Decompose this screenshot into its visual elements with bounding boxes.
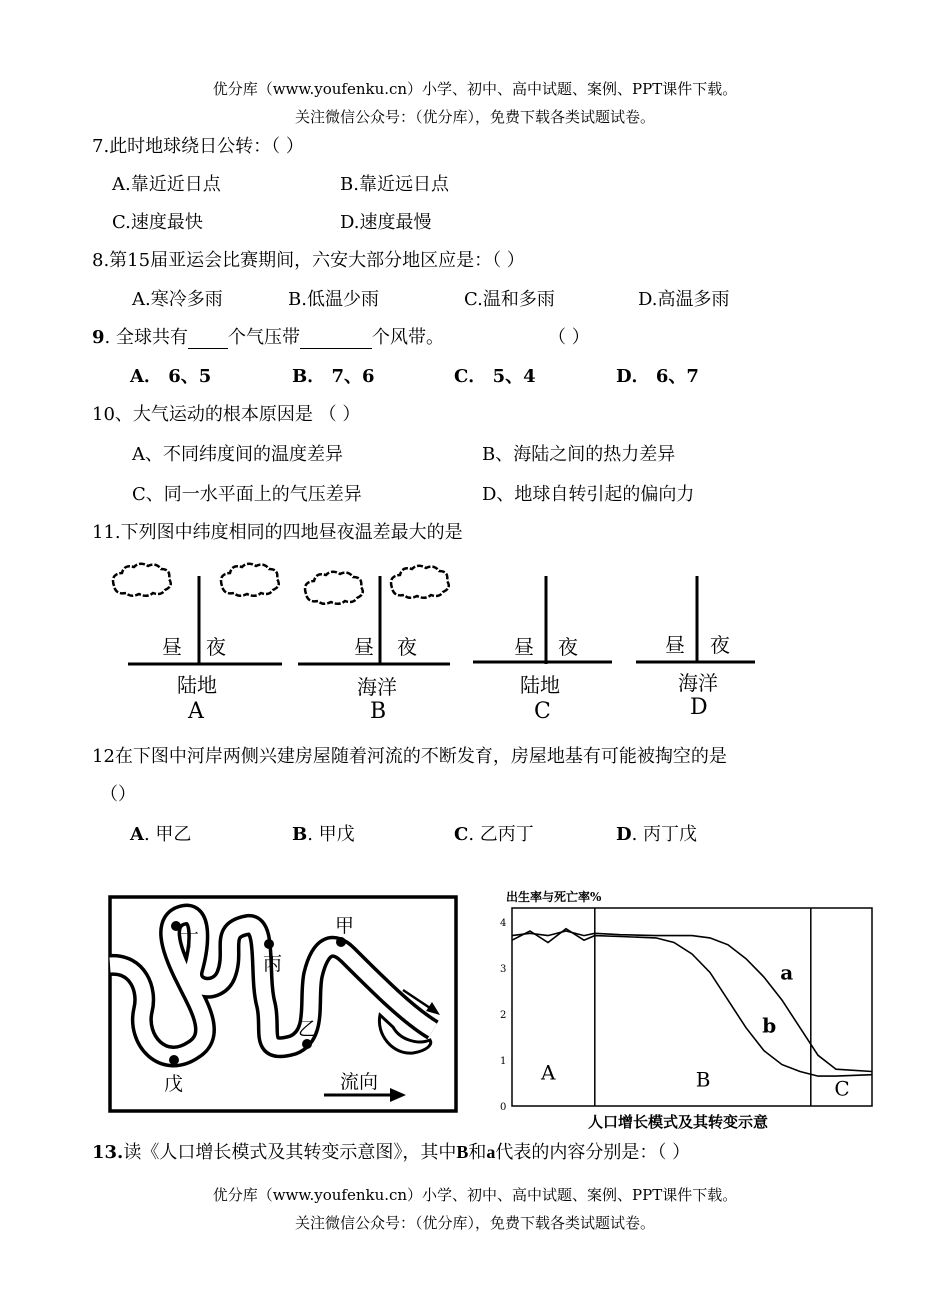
q9-blank-2 bbox=[300, 327, 372, 349]
map-label-yi: 乙 bbox=[298, 1018, 318, 1040]
q12-option-b-letter: B bbox=[292, 824, 308, 845]
map-label-jia: 甲 bbox=[335, 915, 355, 937]
stage-label: C bbox=[834, 1076, 850, 1101]
panel-a-day: 昼 bbox=[162, 635, 182, 659]
cloud-icon bbox=[305, 572, 363, 604]
q13-a-letter: a bbox=[486, 1142, 496, 1162]
panel-c-surface: 陆地 bbox=[520, 673, 560, 697]
q8-option-c: C.温和多雨 bbox=[464, 289, 555, 310]
q9-paren: （ ） bbox=[548, 327, 590, 348]
series-line-a bbox=[512, 931, 872, 1072]
q9-number: 9 bbox=[92, 327, 105, 348]
q8-stem: 8.第15届亚运会比赛期间，六安大部分地区应是：（ ） bbox=[92, 250, 525, 271]
cloud-icon bbox=[391, 566, 449, 598]
q9-option-c: C． 5、4 bbox=[454, 366, 536, 387]
q13-b-letter: B bbox=[456, 1142, 469, 1162]
panel-c-day: 昼 bbox=[514, 635, 534, 659]
q7-option-d: D.速度最慢 bbox=[340, 212, 432, 233]
q10-option-d: D、地球自转引起的偏向力 bbox=[482, 484, 695, 505]
map-label-wu: 戊 bbox=[164, 1073, 184, 1095]
q10-stem: 10、大气运动的根本原因是 （ ） bbox=[92, 404, 361, 425]
q12-stem: 12在下图中河岸两侧兴建房屋随着河流的不断发育，房屋地基有可能被掏空的是 bbox=[92, 746, 727, 767]
q8-option-d: D.高温多雨 bbox=[638, 289, 730, 310]
q9-part1: . 全球共有 bbox=[104, 327, 188, 348]
panel-b-surface: 海洋 bbox=[357, 675, 397, 699]
q12-option-d-letter: D bbox=[616, 824, 632, 845]
y-tick-label: 4 bbox=[500, 917, 507, 929]
q7-option-a: A.靠近近日点 bbox=[112, 174, 221, 195]
panel-a-surface: 陆地 bbox=[177, 673, 217, 697]
chart-ylabel: 出生率与死亡率% bbox=[506, 890, 602, 904]
cloud-icon bbox=[221, 564, 279, 596]
q9-blank-1 bbox=[188, 327, 228, 349]
q13-part3: 代表的内容分别是：（ ） bbox=[495, 1142, 691, 1163]
q7-stem: 7.此时地球绕日公转：（ ） bbox=[92, 136, 304, 157]
q9-option-a: A． 6、5 bbox=[130, 366, 212, 387]
header-line-1: 优分库（www.youfenku.cn）小学、初中、高中试题、案例、PPT课件下载。 bbox=[212, 80, 738, 98]
q12-option-a-text: . 甲乙 bbox=[143, 824, 192, 845]
figure-panel-b bbox=[298, 566, 450, 724]
river-meander-map bbox=[108, 895, 460, 1115]
q9-part3: 个风带。 bbox=[371, 327, 444, 348]
q12-paren: （） bbox=[100, 784, 136, 805]
day-night-figure bbox=[100, 556, 770, 726]
map-flow-label: 流向 bbox=[340, 1071, 379, 1093]
panel-b-letter: B bbox=[370, 699, 387, 724]
header-line-2: 关注微信公众号：（优分库），免费下载各类试题试卷。 bbox=[294, 108, 655, 126]
panel-d-letter: D bbox=[690, 695, 708, 720]
footer-line-2: 关注微信公众号：（优分库），免费下载各类试题试卷。 bbox=[294, 1214, 655, 1232]
q12-option-a-letter: A bbox=[130, 824, 144, 845]
figure-panel-d bbox=[636, 576, 755, 720]
q7-option-c: C.速度最快 bbox=[112, 212, 203, 233]
q10-option-a: A、不同纬度间的温度差异 bbox=[132, 444, 343, 465]
map-label-bing: 丙 bbox=[263, 953, 283, 975]
y-tick-label: 2 bbox=[500, 1009, 507, 1021]
y-tick-label: 1 bbox=[500, 1055, 507, 1067]
q12-option-a bbox=[130, 820, 191, 846]
figure-panel-c bbox=[473, 576, 612, 724]
q9-option-d: D． 6、7 bbox=[616, 366, 699, 387]
panel-a-letter: A bbox=[188, 699, 204, 724]
q12-option-b bbox=[292, 820, 355, 846]
q13-number: 13. bbox=[92, 1142, 124, 1163]
chart-title: 人口增长模式及其转变示意 bbox=[588, 1113, 769, 1131]
panel-b-night: 夜 bbox=[397, 635, 417, 659]
q10-option-c: C、同一水平面上的气压差异 bbox=[132, 484, 362, 505]
panel-d-day: 昼 bbox=[665, 633, 685, 657]
panel-a-night: 夜 bbox=[206, 635, 226, 659]
panel-c-night: 夜 bbox=[558, 635, 578, 659]
q13-part1: 读《人口增长模式及其转变示意图》，其中 bbox=[123, 1142, 457, 1163]
q12-option-c bbox=[454, 820, 534, 846]
figure-panel-a bbox=[113, 564, 282, 724]
q9-part2: 个气压带 bbox=[227, 327, 300, 348]
q9-stem bbox=[92, 323, 444, 349]
q13-part2: 和 bbox=[468, 1142, 487, 1163]
q12-option-c-text: . 乙丙丁 bbox=[468, 824, 534, 845]
panel-d-night: 夜 bbox=[710, 633, 730, 657]
q7-option-b: B.靠近远日点 bbox=[340, 174, 449, 195]
q8-option-b: B.低温少雨 bbox=[288, 289, 379, 310]
series-label-b: b bbox=[762, 1013, 777, 1038]
panel-c-letter: C bbox=[534, 699, 551, 724]
y-tick-label: 0 bbox=[500, 1102, 507, 1113]
q12-option-c-letter: C bbox=[454, 824, 469, 845]
footer-line-1: 优分库（www.youfenku.cn）小学、初中、高中试题、案例、PPT课件下载。 bbox=[212, 1186, 738, 1204]
q11-stem: 11.下列图中纬度相同的四地昼夜温差最大的是 bbox=[92, 522, 463, 543]
q8-option-a: A.寒冷多雨 bbox=[132, 289, 223, 310]
q10-option-b: B、海陆之间的热力差异 bbox=[482, 444, 676, 465]
cloud-icon bbox=[113, 564, 171, 596]
q9-option-b: B． 7、6 bbox=[292, 366, 375, 387]
series-label-a: a bbox=[780, 960, 794, 985]
population-chart bbox=[496, 882, 882, 1132]
map-label-ding: 丁 bbox=[180, 930, 200, 952]
panel-b-day: 昼 bbox=[354, 635, 374, 659]
q12-option-d bbox=[616, 820, 697, 846]
q13-stem bbox=[92, 1138, 690, 1164]
y-tick-label: 3 bbox=[500, 963, 507, 975]
stage-label: B bbox=[695, 1067, 711, 1092]
stage-label: A bbox=[541, 1060, 556, 1085]
q12-option-b-text: . 甲戊 bbox=[307, 824, 355, 845]
q12-option-d-text: . 丙丁戊 bbox=[631, 824, 698, 845]
panel-d-surface: 海洋 bbox=[678, 671, 718, 695]
